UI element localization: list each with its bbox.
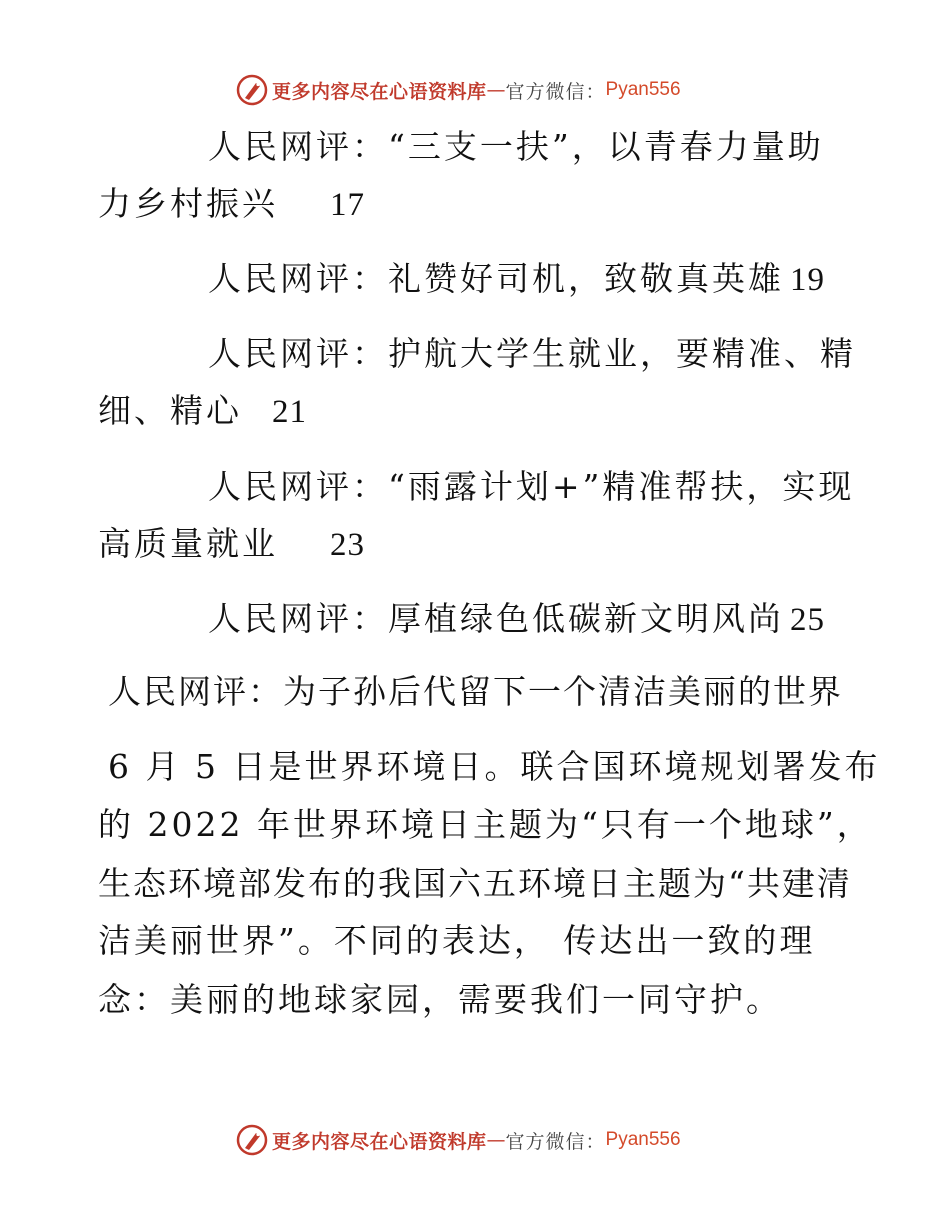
toc-entry-2-text: 人民网评：礼赞好司机，致敬真英雄 (208, 259, 784, 298)
toc-entry-4-text: 高质量就业 (98, 524, 278, 563)
toc-entry-5-page: 25 (790, 602, 825, 638)
article-body-line-3: 生态环境部发布的我国六五环境日主题为“共建清 (98, 864, 852, 903)
banner-site-text: 更多内容尽在心语资料库 (272, 1130, 487, 1153)
toc-entry-1-line1: 人民网评：“三支一扶”，以青春力量助 (208, 127, 824, 166)
toc-entry-5-text: 人民网评：厚植绿色低碳新文明风尚 (208, 599, 784, 638)
article-body-line-5: 念：美丽的地球家园，需要我们一同守护。 (98, 980, 782, 1019)
article-body-line-4: 洁美丽世界”。不同的表达， 传达出一致的理 (98, 921, 816, 960)
toc-entry-5-line1 (208, 599, 825, 640)
banner-separator: — (486, 79, 506, 101)
toc-entry-4-line1: 人民网评：“雨露计划+”精准帮扶，实现 (208, 467, 855, 506)
toc-entry-3-line2 (98, 391, 307, 432)
article-body-line-2: 的 2022 年世界环境日主题为“只有一个地球”， (98, 805, 873, 844)
banner-wechat-id: Pyan556 (605, 1129, 681, 1150)
toc-entry-1-page: 17 (330, 187, 365, 223)
toc-entry-1-line2 (98, 184, 365, 225)
toc-entry-3-text: 细、精心 (98, 391, 242, 430)
toc-entry-3-line1: 人民网评：护航大学生就业，要精准、精 (208, 334, 856, 373)
toc-entry-4-page: 23 (330, 527, 365, 563)
article-body-line-1: 6 月 5 日是世界环境日。联合国环境规划署发布 (108, 747, 881, 786)
footer-banner (236, 1122, 681, 1158)
banner-wechat-id: Pyan556 (605, 79, 681, 100)
header-banner (236, 72, 681, 108)
toc-entry-2-page: 19 (790, 262, 825, 298)
pen-nib-logo-icon (236, 74, 268, 106)
banner-wechat-label: 官方微信： (505, 80, 606, 103)
toc-entry-1-text: 力乡村振兴 (98, 184, 278, 223)
pen-nib-logo-icon (236, 1124, 268, 1156)
banner-wechat-label: 官方微信： (505, 1130, 606, 1153)
toc-entry-3-page: 21 (272, 394, 307, 430)
article-title: 人民网评：为子孙后代留下一个清洁美丽的世界 (108, 672, 843, 711)
toc-entry-4-line2 (98, 524, 365, 565)
banner-site-text: 更多内容尽在心语资料库 (272, 80, 487, 103)
toc-entry-2-line1 (208, 259, 825, 300)
banner-separator: — (486, 1129, 506, 1151)
